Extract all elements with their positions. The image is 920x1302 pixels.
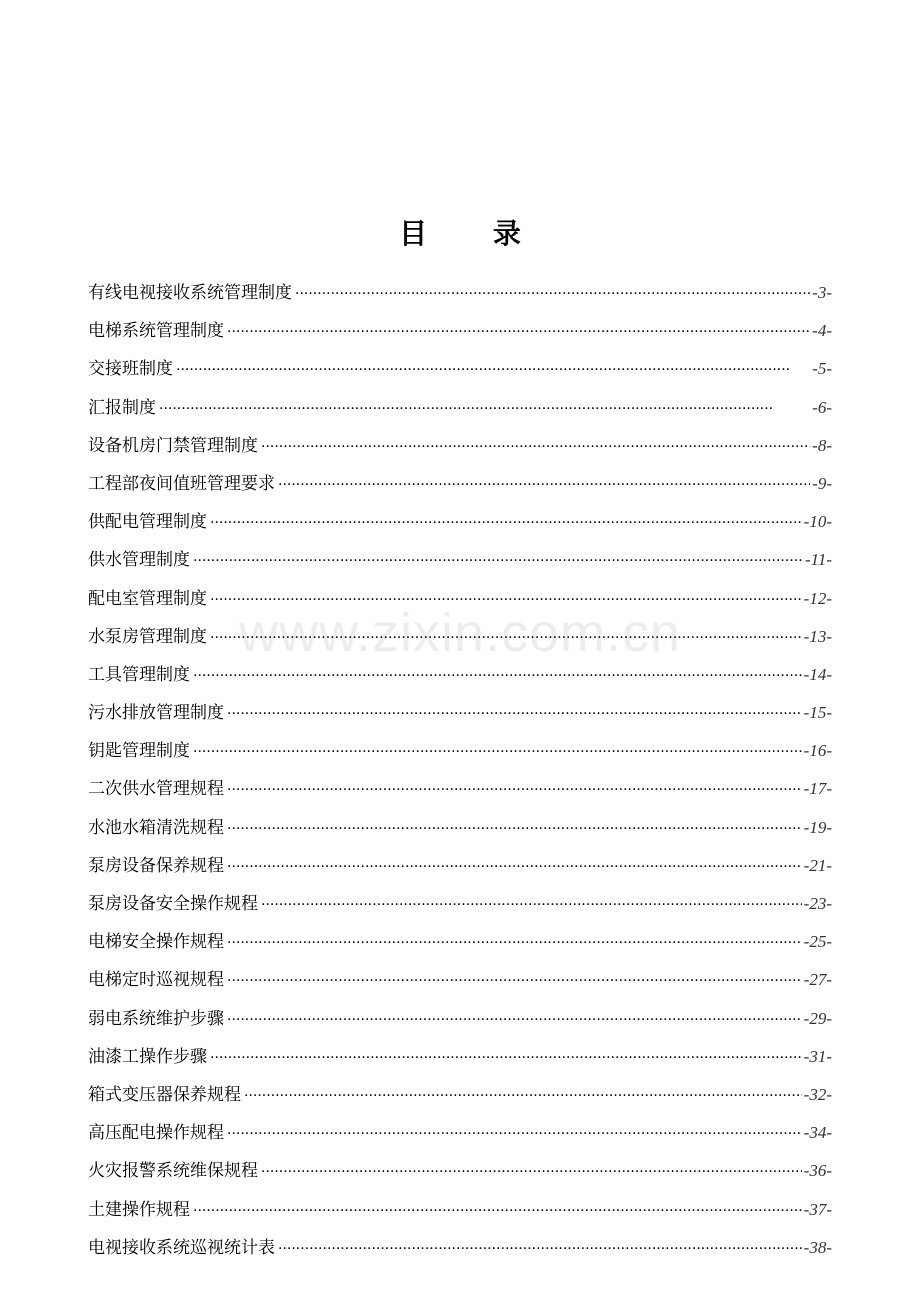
toc-entry-label: 工程部夜间值班管理要求 [88,473,275,494]
toc-entry-label: 高压配电操作规程 [88,1123,224,1144]
toc-title: 目 录 [399,217,549,250]
toc-entry[interactable] [88,885,832,923]
toc-entry[interactable] [88,656,832,694]
dot-leader [227,1115,802,1153]
toc-entry-label: 配电室管理制度 [88,588,207,609]
toc-entry-page: -34- [803,1123,832,1143]
dot-leader [261,428,810,466]
dot-leader [261,886,802,924]
toc-entry-label: 水泵房管理制度 [88,626,207,647]
toc-entry-page: -9- [812,473,832,493]
dot-leader [295,275,810,313]
toc-entry[interactable] [88,350,832,388]
dot-leader [278,466,810,504]
toc-entry-label: 土建操作规程 [88,1199,190,1220]
toc-entry[interactable] [88,541,832,579]
toc-entry-page: -29- [803,1008,832,1028]
dot-leader [210,1039,802,1077]
toc-entry-page: -27- [803,970,832,990]
toc-entry-page: -16- [803,741,832,761]
toc-entry-page: -31- [803,1046,832,1066]
toc-entry-page: -4- [812,321,832,341]
toc-entry-label: 供配电管理制度 [88,512,207,533]
dot-leader [278,1230,802,1268]
toc-entry[interactable] [88,694,832,732]
toc-entry[interactable] [88,923,832,961]
toc-entry[interactable] [88,427,832,465]
toc-entry-label: 油漆工操作步骤 [88,1046,207,1067]
toc-entry-page: -11- [804,550,832,570]
toc-entry[interactable] [88,1038,832,1076]
toc-entry-page: -23- [803,894,832,913]
toc-entry[interactable] [88,1229,832,1267]
toc-entry-label: 水池水箱清洗规程 [88,817,224,838]
toc-entry-page: -8- [812,435,832,455]
toc-entry-page: -5- [812,359,832,379]
toc-entry-label: 火灾报警系统维保规程 [88,1161,258,1182]
dot-leader [227,962,802,1000]
dot-leader [227,695,802,733]
toc-entry-page: -3- [812,283,832,302]
table-of-contents [88,274,832,1267]
dot-leader [210,504,802,542]
toc-entry-page: -32- [803,1084,832,1104]
toc-entry[interactable] [88,274,832,312]
toc-entry-page: -10- [803,512,832,532]
toc-entry-page: -17- [803,779,832,799]
dot-leader [159,390,810,428]
toc-entry[interactable] [88,580,832,618]
toc-entry[interactable] [88,1114,832,1152]
dot-leader [227,848,802,886]
dot-leader [227,810,802,848]
toc-entry-page: -36- [803,1161,832,1181]
toc-entry[interactable] [88,465,832,503]
toc-entry[interactable] [88,503,832,541]
dot-leader [193,733,802,771]
toc-entry[interactable] [88,809,832,847]
toc-entry-label: 二次供水管理规程 [88,779,224,800]
toc-entry-label: 泵房设备安全操作规程 [88,894,258,914]
toc-entry[interactable] [88,770,832,808]
toc-entry-label: 工具管理制度 [88,664,190,685]
toc-entry-page: -6- [812,397,832,417]
toc-entry[interactable] [88,847,832,885]
dot-leader [210,581,802,619]
toc-entry-label: 箱式变压器保养规程 [88,1084,241,1105]
toc-entry[interactable] [88,961,832,999]
toc-entry[interactable] [88,1191,832,1229]
toc-entry-label: 电梯安全操作规程 [88,932,224,953]
toc-entry[interactable] [88,389,832,427]
toc-entry-label: 设备机房门禁管理制度 [88,435,258,456]
toc-entry-page: -15- [803,703,832,723]
dot-leader [227,924,802,962]
toc-entry-page: -14- [803,664,832,684]
toc-entry-label: 汇报制度 [88,397,156,418]
toc-entry[interactable] [88,1000,832,1038]
toc-entry-label: 电视接收系统巡视统计表 [88,1237,275,1258]
dot-leader [210,619,802,657]
toc-entry-label: 有线电视接收系统管理制度 [88,283,292,303]
dot-leader [193,542,803,580]
toc-entry-page: -19- [803,817,832,837]
toc-entry[interactable] [88,312,832,350]
dot-leader [176,351,810,389]
dot-leader [227,313,810,351]
toc-entry-page: -21- [803,855,832,875]
toc-entry[interactable] [88,732,832,770]
dot-leader [244,1077,802,1115]
dot-leader [227,1001,802,1039]
toc-entry[interactable] [88,1076,832,1114]
toc-entry-label: 电梯系统管理制度 [88,321,224,342]
toc-entry-label: 泵房设备保养规程 [88,855,224,876]
toc-entry[interactable] [88,1152,832,1190]
toc-entry-label: 弱电系统维护步骤 [88,1008,224,1029]
dot-leader [193,657,802,695]
toc-entry-label: 电梯定时巡视规程 [88,970,224,991]
watermark: www.zixin.com.cn [238,603,682,663]
toc-entry-page: -13- [803,626,832,646]
toc-entry-label: 供水管理制度 [88,550,190,571]
dot-leader [261,1153,802,1191]
dot-leader [193,1192,802,1230]
toc-entry-label: 钥匙管理制度 [88,741,190,762]
toc-entry-label: 交接班制度 [88,359,173,380]
toc-entry-page: -25- [803,932,832,952]
toc-entry-label: 污水排放管理制度 [88,703,224,724]
toc-entry[interactable] [88,618,832,656]
toc-entry-page: -37- [803,1199,832,1219]
toc-entry-page: -38- [803,1237,832,1257]
dot-leader [227,771,802,809]
toc-entry-page: -12- [803,588,832,608]
